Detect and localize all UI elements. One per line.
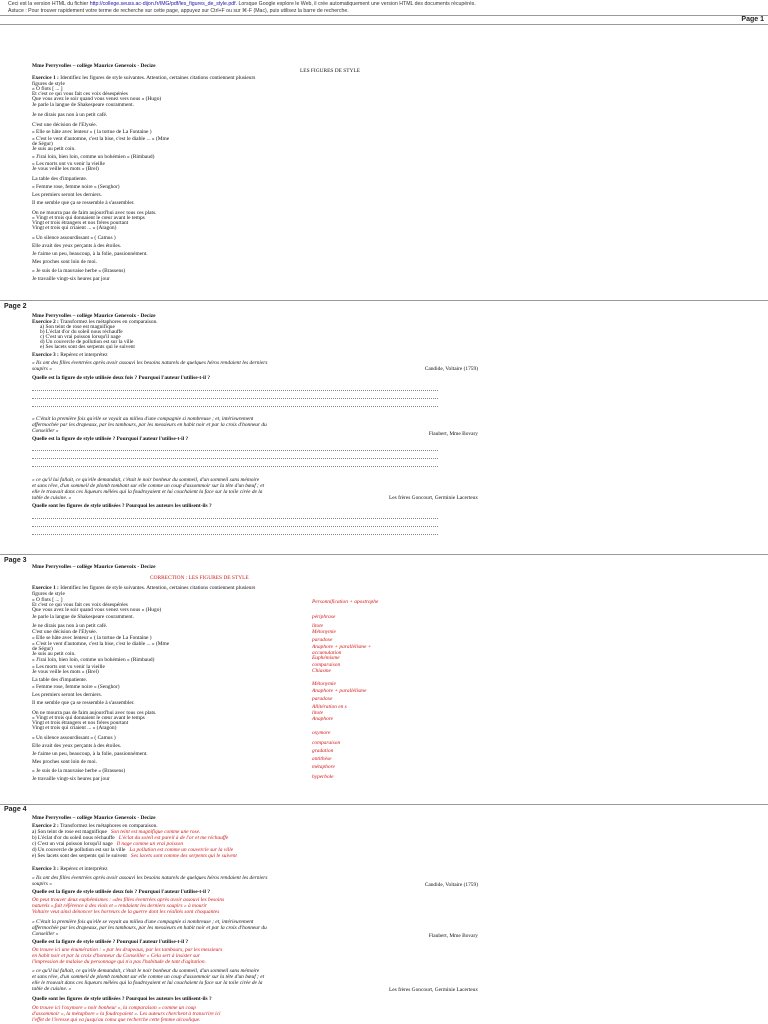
exercise-1-item: « Elle se hâte avec lenteur » ( la tortue de La Fontaine ) (32, 129, 152, 135)
exercise-2-answer: Il nage comme un vrai poisson (116, 841, 184, 847)
exercise-1-item: Elle avait des yeux perçants à des étoiles. (32, 243, 122, 249)
exercise-1-item: « O flots [ ... ] (32, 86, 63, 92)
correction-answer: métaphore (312, 764, 335, 770)
exercise-2-instruction: Exercice 2 : Transformez les métaphores en comparaison. (32, 823, 158, 829)
quote-goncourt: « ce qu'il lui fallait, ce qu'elle demandait, c'était le noir bonheur du sommeil, d'un sommeil sans mémoire (32, 968, 260, 974)
answer-3-3: l'effet de l'ivresse qui va jusqu'au coma que recherche cette femme alcoolique. (32, 1017, 201, 1023)
exercise-1-instruction-2: figures de style (32, 81, 65, 87)
notice-tip: Astuce : Pour trouver rapidement votre terme de recherche sur cette page, appuyez sur Ctrl+F ou sur ⌘-F (Mac), puis utilisez la barre de recherche. (8, 8, 349, 14)
exercise-1-item: de Ségur) (32, 141, 53, 147)
quote-voltaire: « Ils ont des filles éventrées après avoir assouvi les besoins naturels de quelques héros rendaient les derniers (32, 360, 268, 366)
page-header: Mme Perryvolles – collège Maurice Genevoix - Decize (32, 63, 156, 69)
exercise-2-item: a) Son teint de rose est magnifique (32, 829, 107, 835)
correction-answer: litote (312, 623, 324, 629)
quote-voltaire-2: soupirs » (32, 366, 52, 372)
exercise-1-item: Et c'est ce qui vous fait ces voix désespérées (32, 91, 128, 97)
quote-author: Les frères Goncourt, Germinie Lacerteux (388, 495, 478, 501)
correction-item: « C'est le vent d'automne, c'est la bise, c'est le diable ... » (Mme (32, 641, 170, 647)
quote-flaubert-2: affermochée par les drapeaux, par les tambours, par les messieurs en habit noir et par la croix d'honneur du (32, 422, 267, 428)
correction-item: Je vous veille les mots » (Brel) (32, 669, 99, 675)
correction-answer: Anaphore (312, 716, 334, 722)
exercise-1-item: Je t'aime un peu, beaucoup, à la folie, passionnément. (32, 251, 148, 257)
page-label-2: Page 2 (4, 303, 27, 310)
exercise-1-item: « Femme rose, femme noire » (Senghor) (32, 184, 120, 190)
exercise-2-answer: L'éclat du soleil est pareil à de l'or et me réchauffe (118, 835, 229, 841)
answer-1-2: naturels »,fait référence à des viols et « rendaient les derniers soupirs » à mourir (32, 903, 208, 909)
exercise-1-item: Je ne dirais pas non à un petit café. (32, 112, 108, 118)
page-header: Mme Perryvolles – collège Maurice Genevoix - Decize (32, 815, 156, 821)
correction-item: « Un silence assourdissant » ( Camus ) (32, 735, 116, 741)
answer-3: On trouve ici l'oxymore « noir bonheur », la comparaison « comme un coup (32, 1005, 196, 1011)
correction-answer: paradoxe (312, 696, 333, 702)
quote-voltaire-2: soupirs » (32, 881, 52, 887)
quote-goncourt-3: elle le trouvait dans ces liqueurs mêlées qui la foudroyaient et lui couchaient la face sur la toile cirée de la (32, 980, 263, 986)
correction-answer: Personnification + apostrophe (312, 599, 379, 605)
exercise-2-item: c) C'est un vrai poisson lorsqu'il nage (32, 841, 113, 847)
exercise-1-item: Vingt et trois qui criaient ... » (Aragon) (32, 225, 117, 231)
notice-text-end: . Lorsque Google explore le Web, il crée automatiquement une version HTML des documents récupérés. (235, 1, 476, 7)
exercise-3-instruction: Exercice 3 : Repérez et interprétez (32, 352, 108, 358)
correction-item: Que vous avez le soir quand vous venez vers nous » (Hugo) (32, 607, 162, 613)
quote-goncourt-4: table de cuisine. » (32, 986, 72, 992)
exercise-2-correction-row (32, 853, 237, 859)
page-label-1: Page 1 (741, 16, 764, 23)
question-3: Quelle sont les figures de style utilisées ? Pourquoi les auteurs les utilisent-ils ? (32, 996, 212, 1002)
answer-line[interactable] (32, 450, 438, 451)
exercise-1-item: Je suis au petit coin. (32, 146, 76, 152)
quote-goncourt-2: et sans rêve, d'un sommeil de plomb tombant sur elle comme un coup d'assommoir sur la tête d'un bœuf ; et (32, 483, 265, 489)
correction-item: Les premiers seront les derniers. (32, 692, 102, 698)
quote-author: Flaubert, Mme Bovary (428, 933, 478, 939)
answer-1-3: Voltaire veut ainsi dénoncer les horreurs de la guerre dont les réalités sont choquantes (32, 909, 220, 915)
quote-author: Flaubert, Mme Bovary (428, 431, 478, 437)
page-divider (0, 554, 768, 555)
exercise-1-instruction: Exercice 1 : Identifiez les figures de style suivantes. Attention, certaines citations contiennent plusieurs (32, 585, 256, 591)
page-divider (0, 24, 768, 25)
correction-item: Je parle la langue de Shakespeare couramment. (32, 614, 134, 620)
correction-item: « O flots [ ... ] (32, 597, 63, 603)
page-label-3: Page 3 (4, 557, 27, 564)
exercise-1-item: « Vingt et trois qui donnaient le cœur avant le temps (32, 215, 145, 221)
exercise-1-item: Je travaille vingt-six heures par jour (32, 276, 110, 282)
correction-answer: hyperbole (312, 774, 334, 780)
correction-answer: litote (312, 710, 324, 716)
cache-notice (8, 1, 760, 15)
exercise-1-item: Les premiers seront les derniers. (32, 192, 102, 198)
quote-flaubert-3: Conseiller » (32, 931, 59, 937)
quote-goncourt: « ce qu'il lui fallait, ce qu'elle demandait, c'était le noir bonheur du sommeil, d'un sommeil sans mémoire (32, 477, 260, 483)
answer-2-3: l'impression de malaise du personnage qui n'a pas l'habitude de tant d'agitation. (32, 959, 206, 965)
correction-answer: comparaison (312, 662, 341, 668)
correction-item: « Les morts ont vu venir la vieille (32, 664, 105, 670)
correction-answer: comparaison (312, 740, 341, 746)
answer-line[interactable] (32, 398, 438, 399)
correction-title: CORRECTION : LES FIGURES DE STYLE (150, 575, 249, 581)
exercise-1-item: « Je suis de la mauvaise herbe » (Brassens) (32, 268, 126, 274)
quote-author: Candide, Voltaire (1759) (424, 882, 478, 888)
answer-1: On peut trouver deux euphémismes : «des filles éventrées après avoir assouvi les besoins (32, 897, 225, 903)
quote-voltaire: « Ils ont des filles éventrées après avoir assouvi les besoins naturels de quelques héros rendaient les derniers (32, 875, 268, 881)
exercise-2-item: c) C'est un vrai poisson lorsqu'il nage (40, 334, 121, 340)
page-header: Mme Perryvolles – collège Maurice Genevoix - Decize (32, 564, 156, 570)
correction-item: « J'irai loin, bien loin, comme un bohémien » (Rimbaud) (32, 657, 155, 663)
question-1: Quelle est la figure de style utilisée deux fois ? Pourquoi l'auteur l'utilise-t-il ? (32, 375, 211, 381)
correction-answer: paradoxe (312, 637, 333, 643)
correction-item: Je ne dirais pas non à un petit café. (32, 623, 108, 629)
correction-answer: antithèse (312, 756, 332, 762)
correction-answer: gradation (312, 748, 334, 754)
exercise-1-item: C'est une décision de l'Elysée. (32, 122, 97, 128)
correction-answer: Métonymie (312, 681, 336, 687)
quote-goncourt-3: elle le trouvait dans ces liqueurs mêlées qui la foudroyaient et lui couchaient la face sur la toile cirée de la (32, 489, 263, 495)
correction-answer: Allitération en s (312, 704, 347, 710)
quote-flaubert-3: Conseiller » (32, 428, 59, 434)
exercise-1-item: On ne mourra pas de faim aujourd'hui avec tous ces plats. (32, 210, 157, 216)
correction-item: Il me semble que ça se ressemble à s'assembler. (32, 700, 135, 706)
correction-answer: Chiasme (312, 668, 331, 674)
exercise-2-item: a) Son teint de rose est magnifique (40, 324, 115, 330)
exercise-2-answer: La pollution est comme un couvercle sur la ville (129, 847, 234, 853)
answer-line[interactable] (32, 518, 438, 519)
page-header: Mme Perryvolles – collège Maurice Genevoix - Decize (32, 313, 156, 319)
answer-2: On trouve ici une énumération : « par les drapeaux, par les tambours, par les messieurs (32, 947, 223, 953)
correction-answer: Anaphore + parallélisme (312, 688, 367, 694)
correction-item: « Je suis de la mauvaise herbe » (Brassens) (32, 768, 126, 774)
quote-goncourt-2: et sans rêve, d'un sommeil de plomb tombant sur elle comme un coup d'assommoir sur la tête d'un bœuf ; et (32, 974, 265, 980)
quote-flaubert: « C'était la première fois qu'elle se voyait au milieu d'une compagnie si nombreuse ; et, intérieurement (32, 919, 254, 925)
correction-item: Elle avait des yeux perçants à des étoiles. (32, 743, 122, 749)
correction-item: La table des d'impatiente. (32, 677, 88, 683)
correction-item: de Ségur) (32, 646, 53, 652)
question-1: Quelle est la figure de style utilisée deux fois ? Pourquoi l'auteur l'utilise-t-il ? (32, 889, 211, 895)
exercise-1-item: « Un silence assourdissant » ( Camus ) (32, 235, 116, 241)
answer-line[interactable] (32, 534, 438, 535)
exercise-1-item: Que vous avez le soir quand vous venez vers nous » (Hugo) (32, 96, 162, 102)
exercise-2-instruction: Exercice 2 : Transformez les métaphores en comparaison. (32, 319, 158, 325)
quote-author: Candide, Voltaire (1759) (424, 366, 478, 372)
exercise-2-item: d) Un couvercle de pollution est sur la ville (40, 339, 134, 345)
exercise-3-instruction: Exercice 3 : Repérez et interprétez (32, 866, 108, 872)
answer-line[interactable] (32, 526, 438, 527)
answer-line[interactable] (32, 458, 438, 459)
exercise-2-answer: Son teint est magnifique comme une rose. (110, 829, 201, 835)
page-divider (0, 15, 768, 16)
correction-item: « Elle se hâte avec lenteur » ( la tortue de La Fontaine ) (32, 635, 152, 641)
exercise-2-answer: Ses lacets sont comme des serpents qui le suivent (130, 853, 237, 859)
exercise-1-instruction: Exercice 1 : Identifiez les figures de style suivantes. Attention, certaines citations contiennent plusieurs (32, 75, 256, 81)
answer-line[interactable] (32, 390, 438, 391)
correction-answer: Anaphore + parallélisme + (312, 644, 372, 650)
page-divider (0, 300, 768, 301)
correction-item: Vingt et trois qui criaient ... » (Aragon) (32, 725, 117, 731)
exercise-1-item: Il me semble que ça se ressemble à s'assembler. (32, 200, 135, 206)
correction-item: « Femme rose, femme noire » (Senghor) (32, 684, 120, 690)
question-3: Quelle sont les figures de style utilisées ? Pourquoi les auteurs les utilisent-ils ? (32, 503, 212, 509)
question-2: Quelle est la figure de style utilisée ? Pourquoi l'auteur l'utilise-t-il ? (32, 436, 189, 442)
answer-line[interactable] (32, 406, 438, 407)
question-2: Quelle est la figure de style utilisée ? Pourquoi l'auteur l'utilise-t-il ? (32, 939, 189, 945)
exercise-1-item: « Les morts ont vu venir la vieille (32, 161, 105, 167)
correction-item: Et c'est ce qui vous fait ces voix désespérées (32, 602, 128, 608)
page-divider (0, 804, 768, 805)
notice-text: Ceci est la version HTML du fichier (8, 1, 90, 7)
answer-2-2: en habit noir et par la croix d'honneur du Conseiller » Cela sert à insister sur (32, 953, 200, 959)
quote-goncourt-4: table de cuisine. » (32, 495, 72, 501)
quote-author: Les frères Goncourt, Germinie Lacerteux (388, 987, 478, 993)
page-label-4: Page 4 (4, 806, 27, 813)
exercise-1-instruction-2: figures de style (32, 591, 65, 597)
exercise-2-item: e) Ses lacets sont des serpents qui le suivent (40, 344, 135, 350)
correction-item: Je travaille vingt-six heures par jour (32, 776, 110, 782)
correction-answer: accumulation (312, 650, 342, 656)
correction-item: Je suis au petit coin. (32, 651, 76, 657)
correction-item: C'est une décision de l'Elysée. (32, 629, 97, 635)
exercise-1-item: La table des d'impatiente. (32, 176, 88, 182)
correction-item: Mes proches sont loin de moi. (32, 759, 97, 765)
exercise-2-item: e) Ses lacets sont des serpents qui le suivent (32, 853, 127, 859)
doc-title: LES FIGURES DE STYLE (300, 68, 361, 74)
quote-flaubert-2: affermochée par les drapeaux, par les tambours, par les messieurs en habit noir et par la croix d'honneur du (32, 925, 267, 931)
quote-flaubert: « C'était la première fois qu'elle se voyait au milieu d'une compagnie si nombreuse ; et, intérieurement (32, 416, 254, 422)
answer-line[interactable] (32, 466, 438, 467)
answer-3-2: d'assommoir », la métaphore « la foudroyaient ». Les auteurs cherchent à transcrire ici (32, 1011, 221, 1017)
exercise-1-item: Je parle la langue de Shakespeare couramment. (32, 102, 134, 108)
correction-item: « Vingt et trois qui donnaient le cœur avant le temps (32, 715, 145, 721)
exercise-1-item: Vingt et trois étrangers et nos frères pourtant (32, 220, 129, 226)
exercise-2-item: b) L'éclat d'or du soleil nous réchauffe (32, 835, 115, 841)
exercise-1-item: Mes proches sont loin de moi. (32, 259, 97, 265)
correction-item: Je t'aime un peu, beaucoup, à la folie, passionnément. (32, 751, 148, 757)
exercise-1-item: « J'irai loin, bien loin, comme un bohémien » (Rimbaud) (32, 154, 155, 160)
source-link[interactable]: http://college.seuss.ac-dijon.fr/IMG/pdf/les_figures_de_style.pdf (89, 1, 236, 7)
exercise-2-item: b) L'éclat d'or du soleil nous réchauffe (40, 329, 123, 335)
exercise-2-item: d) Un couvercle de pollution est sur la ville (32, 847, 126, 853)
exercise-1-item: « C'est le vent d'automne, c'est la bise, c'est le diable ... » (Mme (32, 136, 170, 142)
exercise-1-item: Je vous veille les mots » (Brel) (32, 166, 99, 172)
correction-answer: périphrase (312, 614, 336, 620)
correction-answer: Euphémisme (312, 655, 340, 661)
correction-item: Vingt et trois étrangers et nos frères pourtant (32, 720, 129, 726)
correction-item: On ne mourra pas de faim aujourd'hui avec tous ces plats. (32, 710, 157, 716)
correction-answer: Métonymie (312, 629, 336, 635)
correction-answer: oxymore (312, 730, 331, 736)
